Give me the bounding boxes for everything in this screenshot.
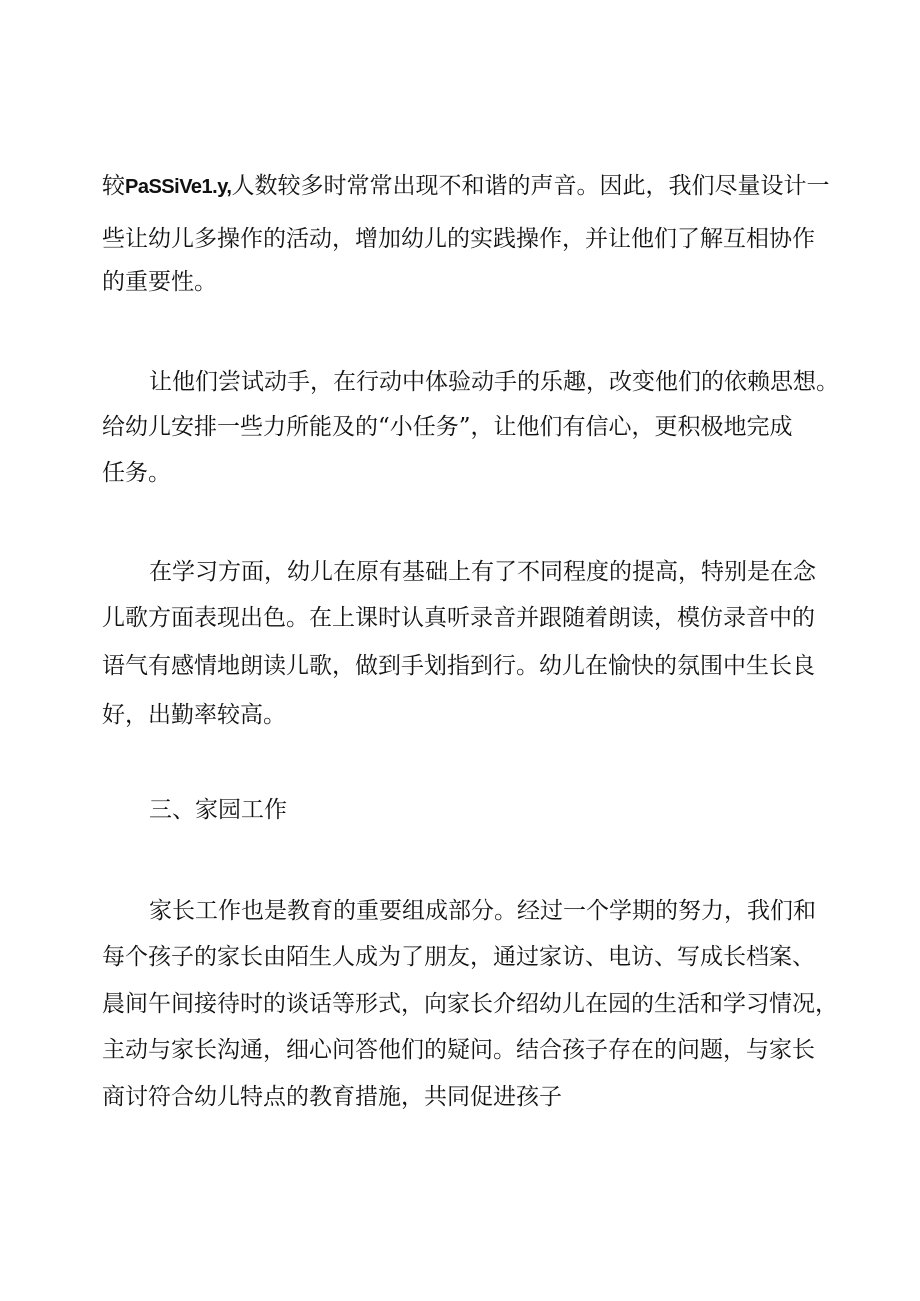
paragraph-4-line-1: 家长工作也是教育的重要组成部分。经过一个学期的努力，我们和 <box>149 898 816 924</box>
section-heading: 三、家园工作 <box>149 797 287 823</box>
paragraph-1-line-1-latin: PaSSiVe1.y, <box>125 176 232 198</box>
paragraph-2-line-3: 任务。 <box>102 460 171 486</box>
paragraph-4-line-4: 主动与家长沟通，细心问答他们的疑问。结合孩子存在的问题，与家长 <box>102 1037 815 1063</box>
paragraph-3-line-1: 在学习方面，幼儿在原有基础上有了不同程度的提高，特别是在念 <box>149 559 816 585</box>
paragraph-4-line-3: 晨间午间接待时的谈话等形式，向家长介绍幼儿在园的生活和学习情况， <box>102 991 838 1017</box>
paragraph-1-line-1-text: 人数较多时常常出现不和谐的声音。因此，我们尽量设计一 <box>231 173 830 199</box>
paragraph-3-line-3: 语气有感情地朗读儿歌，做到手划指到行。幼儿在愉快的氛围中生长良 <box>102 653 815 679</box>
paragraph-1-line-3: 的重要性。 <box>102 269 217 295</box>
paragraph-3-line-2: 儿歌方面表现出色。在上课时认真听录音并跟随着朗读，模仿录音中的 <box>102 605 815 631</box>
paragraph-4-line-2: 每个孩子的家长由陌生人成为了朋友，通过家访、电访、写成长档案、 <box>102 944 815 970</box>
paragraph-1-line-1 <box>102 171 829 201</box>
paragraph-2-line-1: 让他们尝试动手，在行动中体验动手的乐趣，改变他们的依赖思想。 <box>149 369 839 395</box>
paragraph-1-line-2: 些让幼儿多操作的活动，增加幼儿的实践操作，并让他们了解互相协作 <box>102 226 815 252</box>
paragraph-4-line-5: 商讨符合幼儿特点的教育措施，共同促进孩子 <box>102 1084 562 1110</box>
paragraph-2-line-2: 给幼儿安排一些力所能及的“小任务”，让他们有信心，更积极地完成 <box>102 414 793 440</box>
paragraph-1-line-1-prefix: 较 <box>102 173 125 199</box>
paragraph-3-line-4: 好，出勤率较高。 <box>102 702 286 728</box>
